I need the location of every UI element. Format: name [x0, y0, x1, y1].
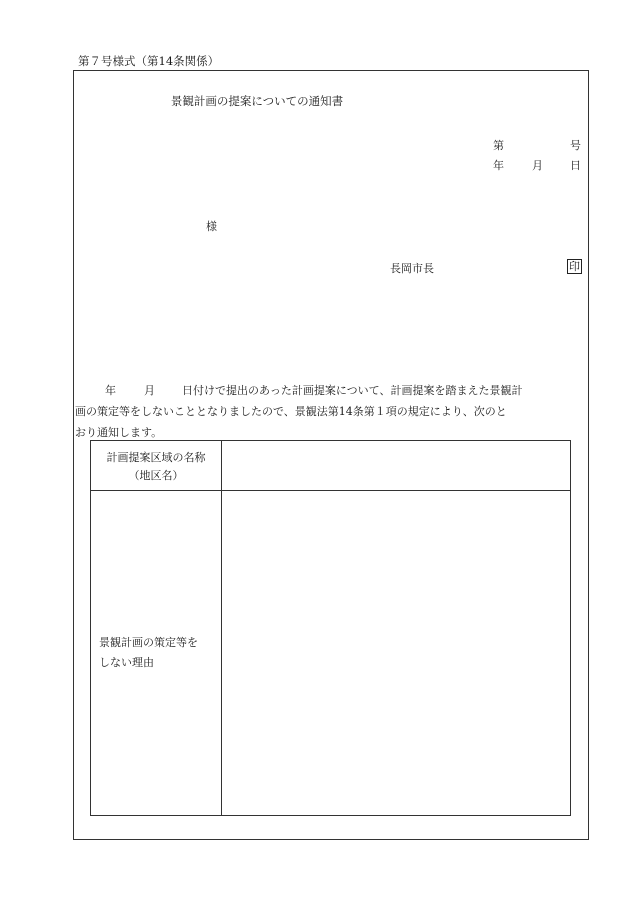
body-month: 月: [144, 384, 155, 397]
issuer-name: 長岡市長: [390, 262, 434, 275]
info-table: [90, 440, 571, 816]
area-name-label-line-2: （地区名）: [128, 469, 184, 482]
table-column-divider: [221, 441, 222, 815]
date-month: 月: [532, 159, 543, 172]
area-name-label: [91, 449, 221, 485]
body-line-1-text: 日付けで提出のあった計画提案について、計画提案を踏まえた景観計: [182, 384, 523, 397]
table-row-divider: [91, 490, 570, 491]
date-day: 日: [570, 159, 581, 172]
notice-body: [75, 380, 587, 443]
body-line-3: おり通知します。: [75, 426, 163, 439]
body-year: 年: [105, 384, 116, 397]
area-name-label-line-1: 計画提案区域の名称: [106, 451, 206, 464]
number-suffix: 号: [570, 139, 581, 152]
reason-label-line-1: 景観計画の策定等を: [99, 636, 198, 649]
addressee-suffix: 様: [206, 220, 217, 233]
reason-label-line-2: しない理由: [99, 656, 154, 669]
reason-label: [99, 633, 219, 673]
form-number: 第７号様式（第14条関係）: [78, 54, 220, 68]
date-year: 年: [493, 159, 504, 172]
body-line-1: [75, 380, 587, 401]
document-title: 景観計画の提案についての通知書: [170, 94, 344, 108]
number-prefix: 第: [493, 139, 504, 152]
seal-mark: 印: [569, 260, 580, 273]
body-line-2: 画の策定等をしないこととなりましたので、景観法第14条第１項の規定により、次のと: [75, 405, 507, 418]
